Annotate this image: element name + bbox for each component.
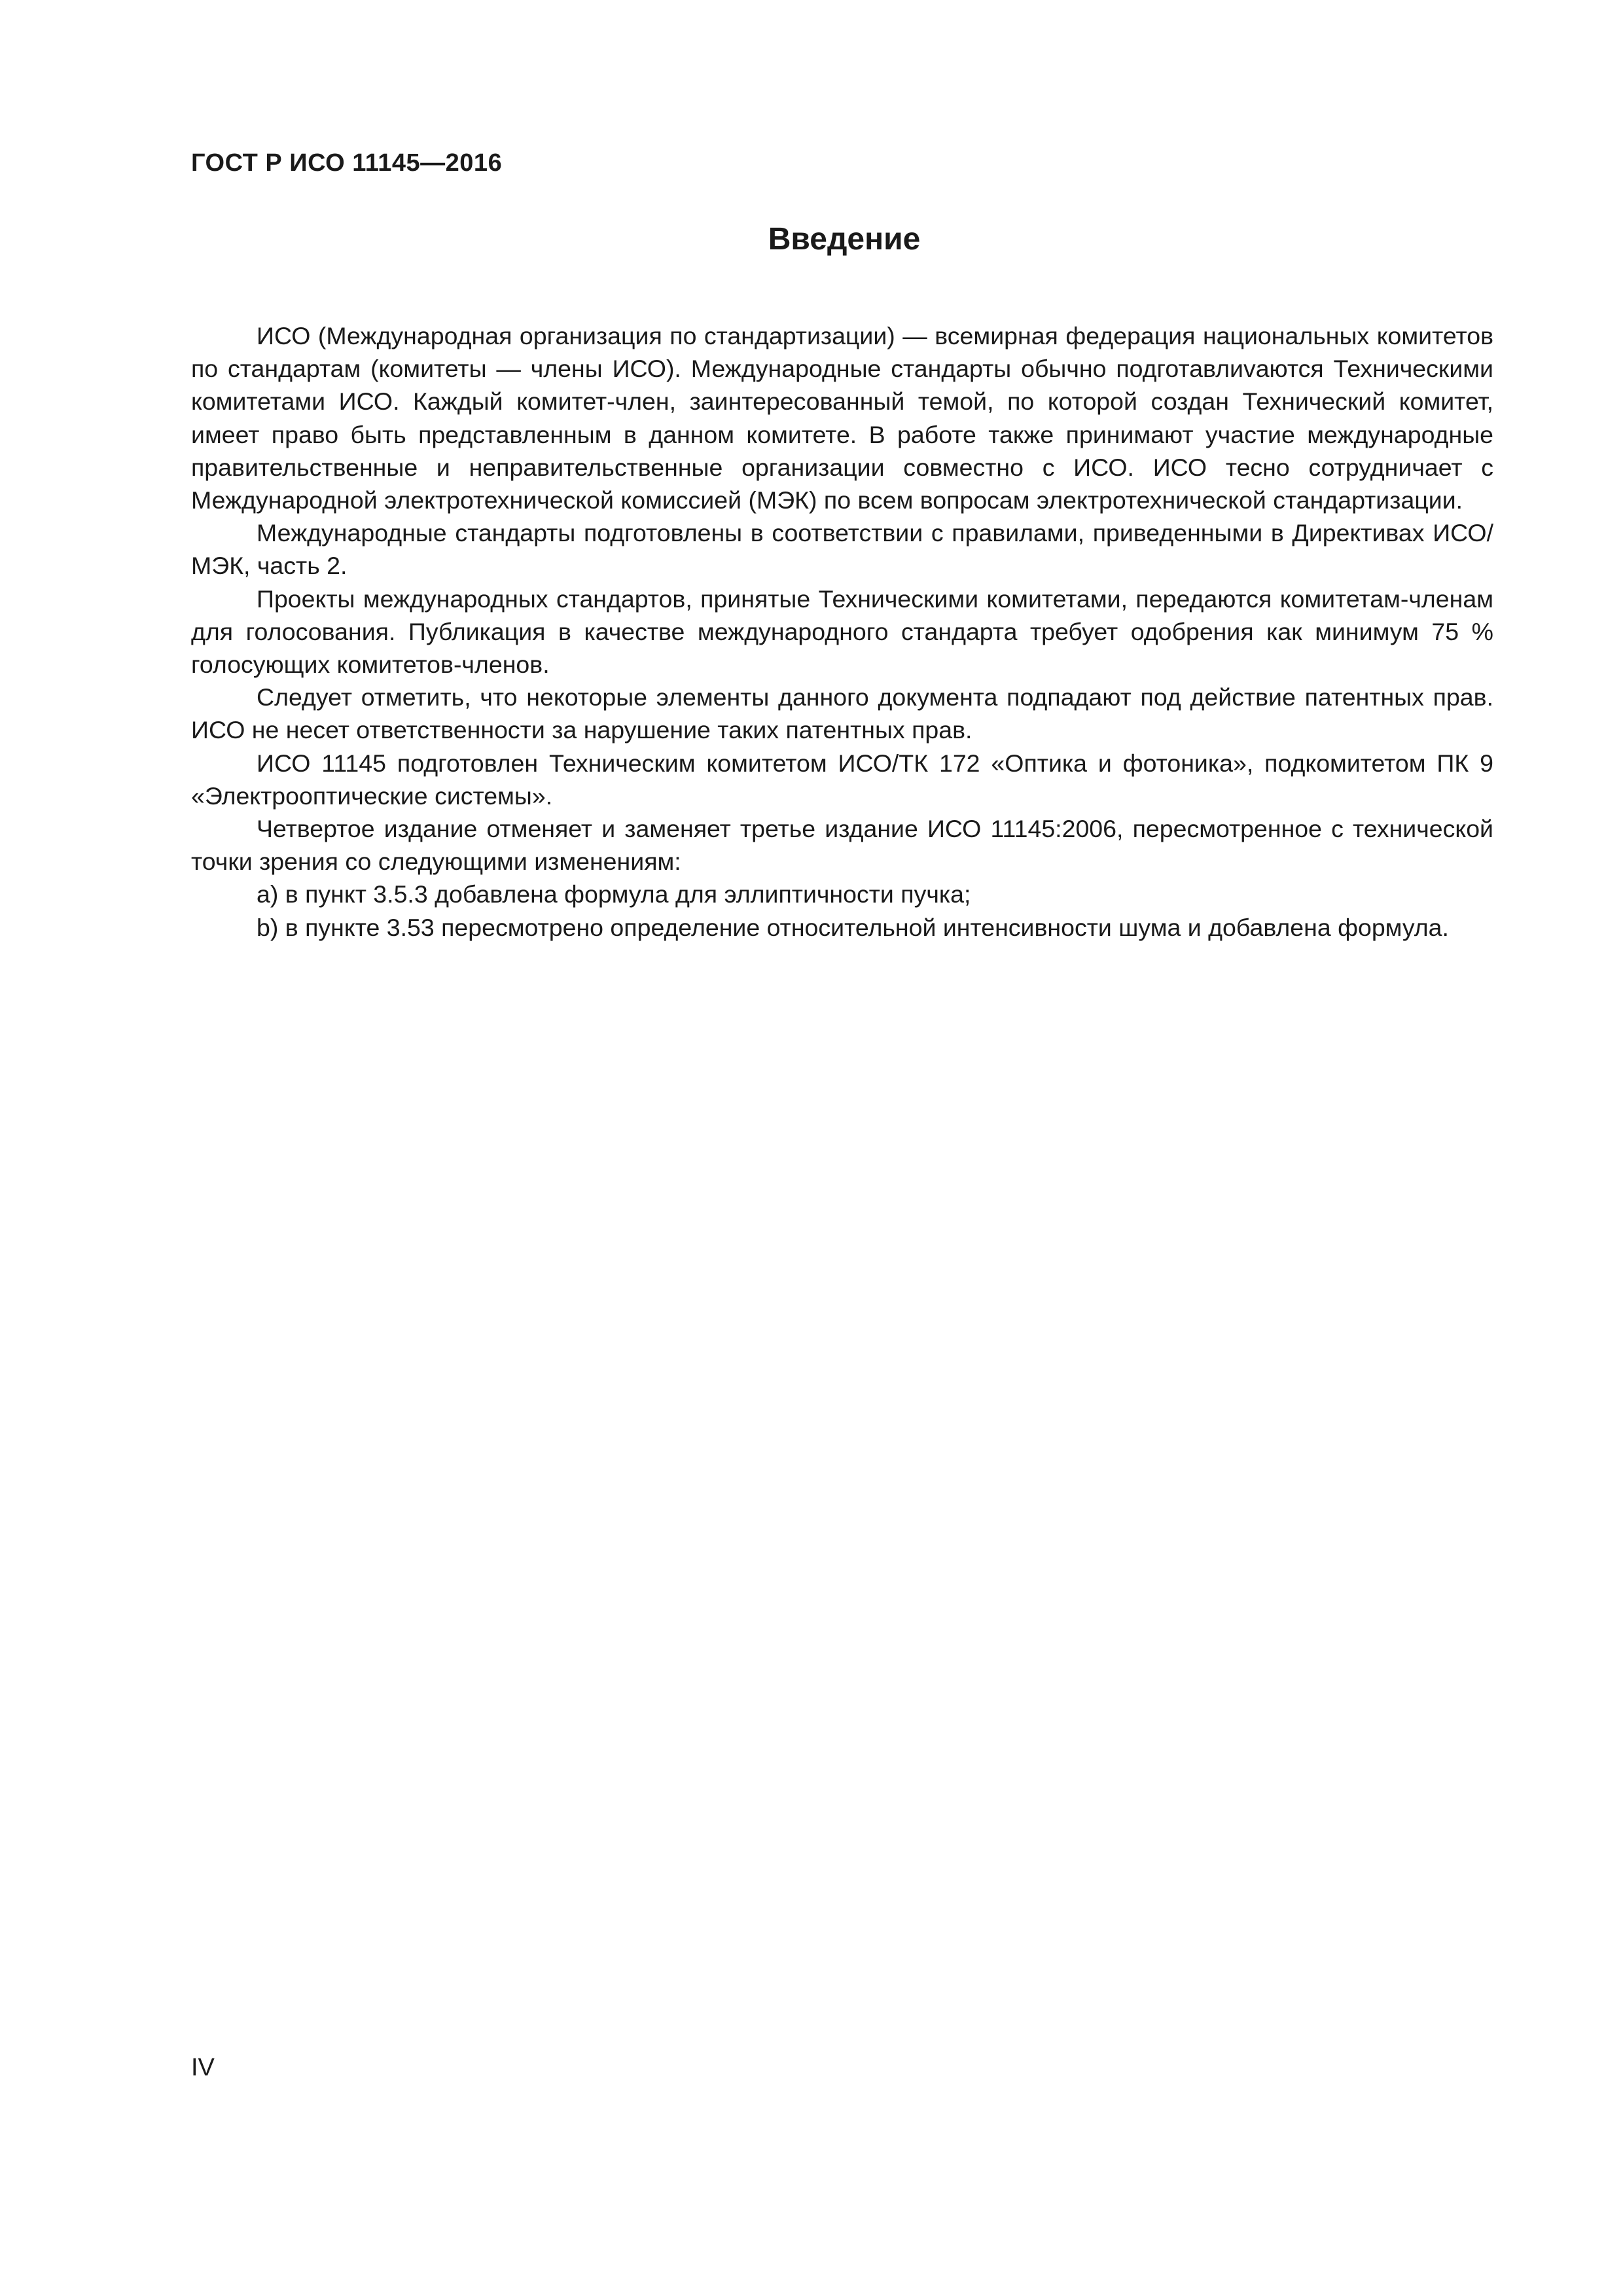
list-item-change-a: a) в пункт 3.5.3 добавлена формула для эллиптичности пучка;: [257, 880, 971, 908]
introduction-body: [191, 319, 1493, 944]
paragraph-voting: Проекты международных стандартов, принятые Техническими комитетами, передаются комитетам-членам для голосования. Публикация в качестве международного стандарта требует одобрения как минимум 75 % голосующих комитетов-членов.: [191, 584, 1493, 679]
paragraph-directives: Международные стандарты подготовлены в соответствии с правилами, приведенными в Директивах ИСО/МЭК, часть 2.: [191, 519, 1493, 580]
section-title: Введение: [768, 222, 921, 257]
paragraph-committee: ИСО 11145 подготовлен Техническим комитетом ИСО/ТК 172 «Оптика и фотоника», подкомитетом ПК 9 «Электрооптические системы».: [191, 749, 1493, 810]
paragraph-edition: Четвертое издание отменяет и заменяет третье издание ИСО 11145:2006, пересмотренное с технической точки зрения со следующими изменениям:: [191, 815, 1493, 876]
standard-designation-header: ГОСТ Р ИСО 11145—2016: [191, 149, 503, 177]
list-item-change-b: b) в пункте 3.53 пересмотрено определение относительной интенсивности шума и добавлена формула.: [257, 913, 1449, 941]
page-number: IV: [191, 2054, 215, 2081]
paragraph-iso-overview: ИСО (Международная организация по стандартизации) — всемирная федерация национальных комитетов по стандартам (комитеты — члены ИСО). Международные стандарты обычно подготавлиvаются Техническими комитетами ИСО. Каждый комитет-член, заинтересованный темой, по которой создан Технический комитет, имеет право быть представленным в данном комитете. В работе также принимают участие международные правительственные и неправительственные организации совместно с ИСО. ИСО тесно сотрудничает с Международной электротехнической комиссией (МЭК) по всем вопросам электротехнической стандартизации.: [191, 322, 1493, 514]
paragraph-patent-rights: Следует отметить, что некоторые элементы данного документа подпадают под действие патентных прав. ИСО не несет ответственности за нарушение таких патентных прав.: [191, 683, 1493, 744]
